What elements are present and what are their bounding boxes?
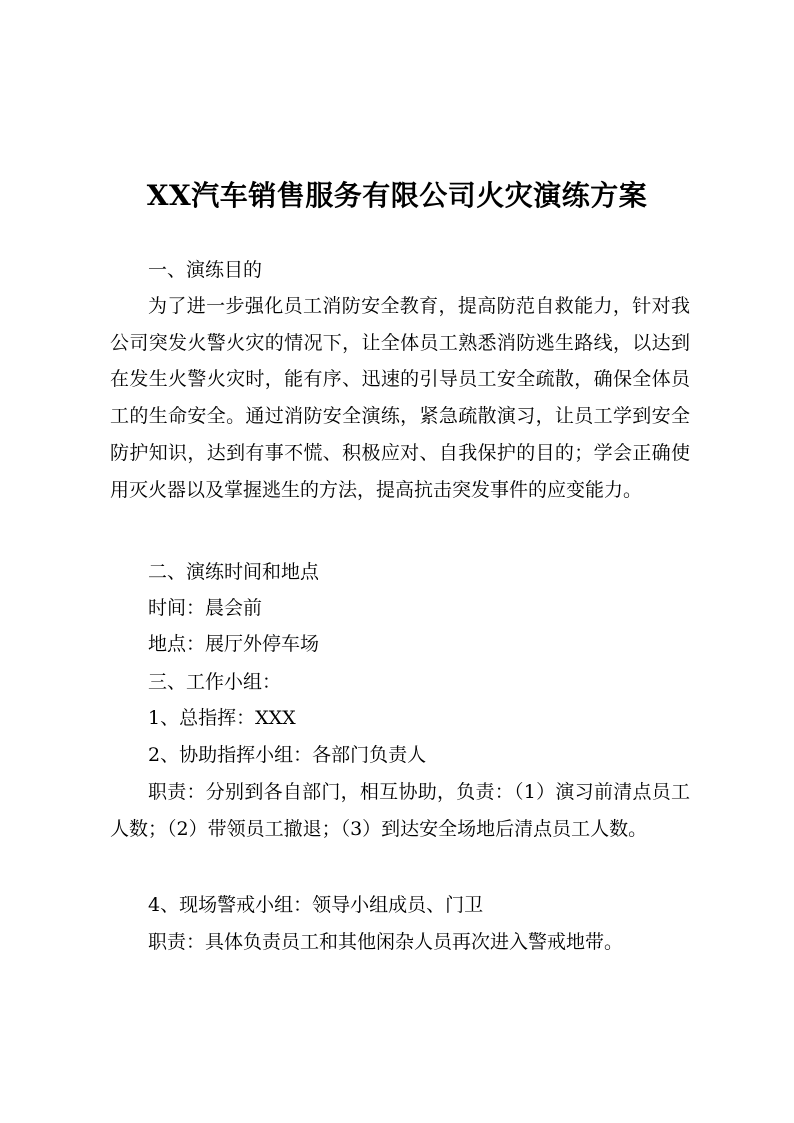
section1-heading: 一、演练目的	[148, 259, 263, 281]
document-title: XX汽车销售服务有限公司火灾演练方案	[146, 179, 648, 212]
guard-group-duty: 职责：具体负责员工和其他闲杂人员再次进入警戒地带。	[148, 931, 624, 953]
drill-place: 地点：展厅外停车场	[148, 633, 320, 655]
section1-paragraph: 为了进一步强化员工消防安全教育，提高防范自救能力，针对我公司突发火警火灾的情况下，让全体员工熟悉消防逃生路线，以达到在发生火警火灾时，能有序、迅速的引导员工安全疏散，确保全体员工的生命安全。通过消防安全演练，紧急疏散演习，让员工学到安全防护知识，达到有事不慌、积极应对、自我保护的目的；学会正确使用灭火器以及掌握逃生的方法，提高抗击突发事件的应变能力。	[110, 295, 690, 501]
section2-heading: 二、演练时间和地点	[148, 561, 320, 583]
assist-group-duty: 职责：分别到各自部门，相互协助，负责：（1）演习前清点员工人数；（2）带领员工撤退；（3）到达安全场地后清点员工人数。	[110, 781, 690, 840]
drill-time: 时间：晨会前	[148, 597, 263, 619]
guard-group-item: 4、现场警戒小组：领导小组成员、门卫	[148, 894, 484, 916]
assist-group-item: 2、协助指挥小组：各部门负责人	[148, 744, 427, 766]
commander-item: 1、总指挥：XXX	[148, 707, 296, 729]
section3-heading: 三、工作小组：	[148, 671, 282, 693]
